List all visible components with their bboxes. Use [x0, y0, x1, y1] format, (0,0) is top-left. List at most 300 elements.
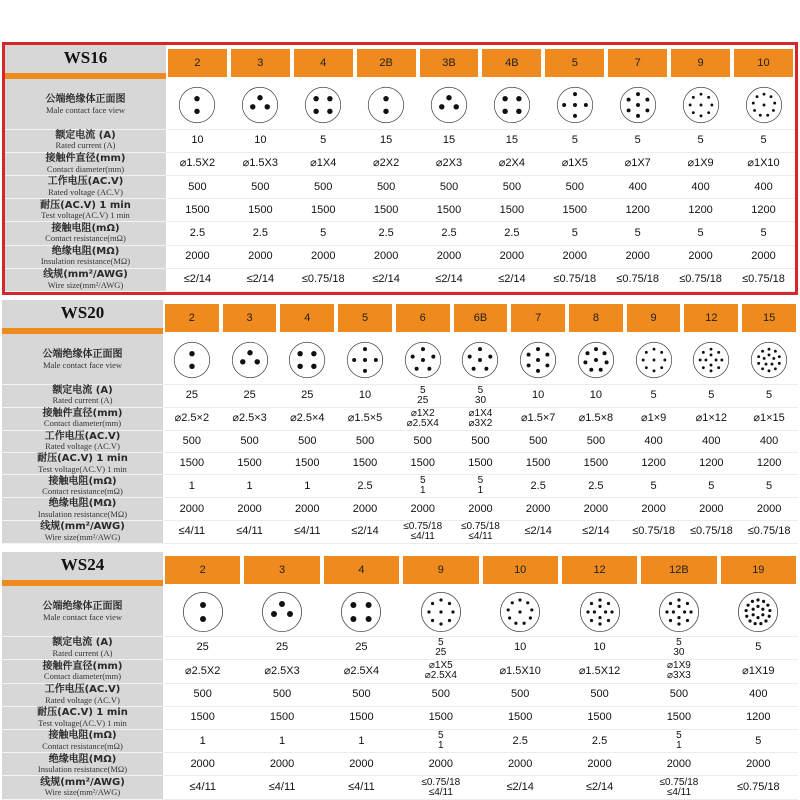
- insulation-value-line: 2000: [507, 757, 533, 770]
- row-label-current: [2, 636, 163, 660]
- diameter-value: [242, 660, 321, 684]
- contact-pin: [516, 108, 521, 113]
- wire-value: [682, 520, 740, 543]
- contact-pin: [527, 363, 531, 367]
- contact-pin: [645, 108, 649, 112]
- contact-face-cell: [242, 588, 321, 636]
- wire-value: [740, 520, 798, 543]
- test-value-line: 1500: [410, 457, 435, 470]
- diameter-value: [509, 407, 567, 430]
- contact-face-cell: [682, 336, 740, 384]
- current-value-line: 25: [196, 641, 209, 654]
- contact-face-cell: [740, 336, 798, 384]
- voltage-value: [509, 430, 567, 452]
- title-accent-bar: [5, 73, 166, 79]
- model-number-header: 2: [168, 49, 227, 77]
- insulation-value-line: 2000: [179, 502, 205, 515]
- wire-value: [163, 776, 242, 800]
- resistance-value-line: 1: [477, 485, 484, 497]
- diameter-value: [480, 152, 543, 175]
- label-cn: 接触件直径(mm): [42, 660, 123, 672]
- contact-face-cell: [481, 588, 560, 636]
- contact-pin: [454, 104, 459, 109]
- wire-value-line: ≤4/11: [428, 786, 453, 798]
- diameter-value-line: ⌀2.5×3: [232, 412, 267, 425]
- test-value: [242, 706, 321, 729]
- voltage-value: [719, 683, 798, 706]
- wire-value-line: ≤2/14: [351, 525, 379, 538]
- resistance-value: [166, 222, 229, 245]
- contact-pin: [439, 104, 444, 109]
- contact-pin: [752, 613, 755, 616]
- resistance-value: [732, 222, 795, 245]
- diameter-value-line: ⌀2.5X4: [424, 670, 457, 682]
- ws16-spec-table: [5, 45, 795, 292]
- contact-pin: [745, 614, 748, 617]
- insulation-value: [543, 245, 606, 268]
- diameter-value-line: ⌀1.5×5: [347, 412, 383, 425]
- current-value-line: 5: [634, 134, 641, 147]
- resistance-value-line: 1: [188, 479, 195, 492]
- contact-face-cell: [480, 81, 543, 129]
- contact-pin: [751, 101, 754, 104]
- contact-pin: [431, 354, 435, 358]
- series-title-text: WS20: [60, 302, 105, 322]
- test-value-line: 1500: [179, 457, 205, 470]
- insulation-value-line: 2000: [688, 250, 713, 263]
- label-en: Rated voltage (AC.V): [45, 441, 120, 452]
- contact-pin: [699, 114, 702, 117]
- contact-pin: [594, 358, 598, 362]
- resistance-value-line: 5: [419, 475, 426, 487]
- resistance-value: [480, 222, 543, 245]
- contact-face-cell: [292, 81, 355, 129]
- insulation-value-line: 2000: [756, 502, 782, 515]
- contact-face-cell: [394, 336, 452, 384]
- contact-pin: [645, 97, 649, 101]
- resistance-value-line: 5: [477, 475, 484, 487]
- contact-pin: [298, 351, 303, 356]
- contact-pin: [768, 353, 771, 356]
- test-value: [740, 453, 798, 475]
- wire-value: [452, 520, 510, 543]
- wire-value-line: ≤2/14: [585, 781, 614, 794]
- contact-pin: [573, 103, 577, 107]
- resistance-value: [560, 729, 639, 753]
- diameter-value: [625, 407, 683, 430]
- diameter-value-line: ⌀1X19: [742, 664, 775, 677]
- label-cn: 接触件直径(mm): [42, 407, 123, 419]
- label-en: Rated current (A): [55, 140, 116, 151]
- resistance-value-line: 5: [755, 734, 762, 747]
- insulation-value-line: 2000: [746, 757, 771, 770]
- current-value: [292, 129, 355, 152]
- label-en: Rated current (A): [52, 395, 113, 406]
- contact-pin: [327, 108, 332, 113]
- current-value-line: 5: [650, 389, 657, 402]
- contact-face-cell: [669, 81, 732, 129]
- resistance-value: [719, 729, 798, 753]
- contact-pin: [768, 369, 771, 372]
- resistance-value-line: 5: [571, 226, 578, 239]
- voltage-value-line: 500: [188, 180, 207, 193]
- wire-value-line: ≤2/14: [183, 273, 212, 286]
- row-label-wire: [2, 520, 163, 543]
- contact-pin: [721, 358, 724, 361]
- contact-face-diagram: [178, 86, 216, 124]
- resistance-value: [221, 475, 279, 498]
- contact-pin: [762, 103, 765, 106]
- current-value-line: 25: [301, 389, 314, 402]
- contact-pin: [383, 108, 388, 113]
- wire-value-line: ≤0.75/18: [301, 273, 345, 286]
- resistance-value-line: 1: [419, 485, 426, 497]
- label-en: Insulation resistance(MΩ): [37, 508, 128, 519]
- insulation-value-line: 2000: [525, 502, 551, 515]
- model-number-header: 6: [396, 304, 450, 332]
- label-cn: 接触件直径(mm): [45, 153, 126, 165]
- voltage-value-line: 500: [413, 434, 432, 447]
- wire-value: [229, 268, 292, 291]
- resistance-value: [669, 222, 732, 245]
- voltage-value: [394, 430, 452, 452]
- resistance-value-line: 5: [650, 479, 657, 492]
- contact-pin: [757, 362, 760, 365]
- contact-pin: [598, 605, 601, 608]
- diameter-value: [401, 660, 480, 684]
- wire-value-line: ≤4/11: [666, 786, 692, 798]
- insulation-value-line: 2000: [562, 250, 588, 263]
- diameter-value: [322, 660, 401, 684]
- voltage-value: [567, 430, 625, 452]
- contact-face-diagram: [619, 86, 657, 124]
- insulation-value-line: 2000: [499, 250, 525, 263]
- wire-value-line: ≤0.75/18: [632, 525, 675, 538]
- resistance-value: [481, 729, 560, 753]
- contact-pin: [583, 360, 587, 364]
- wire-value: [394, 520, 452, 543]
- diameter-value: [163, 407, 221, 430]
- contact-pin: [586, 610, 589, 613]
- label-cn: 绝缘电阻(MΩ): [48, 753, 117, 765]
- wire-value: [560, 776, 639, 800]
- test-value: [278, 453, 336, 475]
- series-title: [2, 300, 163, 336]
- contact-face-cell: [166, 81, 229, 129]
- row-label-diameter: [2, 407, 163, 430]
- contact-pin: [573, 92, 577, 96]
- model-number-header: 5: [338, 304, 392, 332]
- insulation-value: [418, 245, 481, 268]
- wire-value: [669, 268, 732, 291]
- diameter-value-line: ⌀1X4: [468, 407, 493, 419]
- contact-pin: [707, 111, 710, 114]
- contact-pin: [594, 347, 598, 351]
- diameter-value: [355, 152, 418, 175]
- row-label-test: [2, 706, 163, 729]
- test-value-line: 1500: [583, 457, 609, 470]
- wire-value-line: ≤2/14: [582, 525, 610, 538]
- test-value: [292, 199, 355, 222]
- contact-pin: [448, 602, 451, 605]
- insulation-value: [480, 245, 543, 268]
- contact-face-diagram: [493, 86, 531, 124]
- resistance-value: [292, 222, 355, 245]
- test-value: [452, 453, 510, 475]
- contact-face-cell: [163, 588, 242, 636]
- wire-value: [625, 520, 683, 543]
- diameter-value: [669, 152, 732, 175]
- current-value: [719, 636, 798, 660]
- voltage-value: [322, 683, 401, 706]
- label-cn: 工作电压(AC.V): [44, 684, 121, 696]
- resistance-value-line: 2.5: [512, 734, 528, 747]
- resistance-value: [452, 475, 510, 498]
- contact-pin: [519, 610, 522, 613]
- series-title-text: WS24: [60, 554, 105, 574]
- test-value: [732, 199, 795, 222]
- contact-pin: [758, 114, 761, 117]
- insulation-value: [567, 498, 625, 520]
- wire-value: [278, 520, 336, 543]
- wire-value: [509, 520, 567, 543]
- contact-pin: [606, 619, 609, 622]
- model-number-header: 7: [608, 49, 667, 77]
- diameter-value-line: ⌀2X4: [498, 157, 525, 170]
- resistance-value-line: 2.5: [530, 479, 546, 492]
- contact-pin: [762, 92, 765, 95]
- contact-pin: [287, 611, 293, 617]
- current-value-line: 10: [532, 389, 545, 402]
- wire-value-line: ≤4/11: [178, 525, 206, 538]
- contact-pin: [431, 602, 434, 605]
- voltage-value-line: 500: [586, 434, 606, 447]
- wire-value: [606, 268, 669, 291]
- wire-value: [418, 268, 481, 291]
- contact-face-cell: [221, 336, 279, 384]
- test-value: [543, 199, 606, 222]
- contact-pin: [710, 103, 713, 106]
- test-value-line: 1500: [237, 457, 262, 470]
- contact-pin: [774, 367, 777, 370]
- test-value: [719, 706, 798, 729]
- contact-pin: [254, 359, 259, 364]
- contact-pin: [240, 359, 245, 364]
- current-value-line: 10: [191, 134, 204, 147]
- contact-pin: [702, 366, 705, 369]
- resistance-value-line: 1: [246, 479, 253, 492]
- label-cn: 工作电压(AC.V): [47, 176, 124, 188]
- contact-pin: [749, 619, 752, 622]
- contact-pin: [314, 108, 319, 113]
- contact-pin: [427, 610, 430, 613]
- contact-face-cell: [719, 588, 798, 636]
- resistance-value-line: 1: [676, 740, 682, 752]
- contact-pin: [250, 104, 255, 109]
- insulation-value: [719, 753, 798, 776]
- current-value: [336, 384, 394, 407]
- contact-pin: [752, 607, 755, 610]
- contact-pin: [636, 92, 640, 96]
- diameter-value-line: ⌀1.5X3: [242, 157, 279, 170]
- label-en: Insulation resistance(MΩ): [40, 256, 131, 267]
- diameter-value: [543, 152, 606, 175]
- model-number-header: 4: [294, 49, 353, 77]
- wire-value-line: ≤2/14: [372, 273, 400, 286]
- diameter-value-line: ⌀3X2: [468, 417, 493, 429]
- contact-face-diagram: [745, 86, 783, 124]
- contact-face-diagram: [577, 341, 615, 379]
- voltage-value: [229, 175, 292, 198]
- contact-pin: [610, 610, 613, 613]
- contact-pin: [718, 366, 721, 369]
- contact-face-diagram: [461, 341, 499, 379]
- current-value-line: 15: [379, 134, 393, 147]
- contact-pin: [757, 605, 760, 608]
- label-en: Rated current (A): [52, 647, 113, 658]
- contact-pin: [652, 358, 655, 361]
- voltage-value: [543, 175, 606, 198]
- current-value-line: 10: [254, 134, 267, 147]
- voltage-value-line: 500: [352, 688, 371, 701]
- resistance-value-line: 5: [438, 730, 444, 742]
- wire-value-line: ≤2/14: [506, 781, 534, 794]
- current-value: [740, 384, 798, 407]
- current-value: [682, 384, 740, 407]
- contact-pin: [546, 363, 550, 367]
- diameter-value: [229, 152, 292, 175]
- diameter-value-line: ⌀1.5X10: [499, 664, 541, 677]
- resistance-value-line: 5: [676, 730, 682, 742]
- label-cn: 绝缘电阻(MΩ): [48, 498, 117, 510]
- insulation-value: [606, 245, 669, 268]
- contact-face-cell: [606, 81, 669, 129]
- contact-pin: [677, 605, 680, 608]
- model-number-header: 2: [165, 556, 240, 584]
- row-label-current: [2, 384, 163, 407]
- model-number-header: 12: [562, 556, 637, 584]
- contact-face-diagram: [261, 591, 303, 633]
- voltage-value-line: 500: [314, 180, 333, 193]
- contact-pin: [652, 347, 655, 350]
- test-value: [669, 199, 732, 222]
- contact-pin: [644, 366, 647, 369]
- wire-value-line: ≤4/11: [293, 525, 321, 538]
- label-en: Contact diameter(mm): [46, 163, 125, 174]
- contact-pin: [761, 367, 764, 370]
- test-value: [509, 453, 567, 475]
- diameter-value: [452, 407, 510, 430]
- contact-pin: [527, 352, 531, 356]
- contact-face-cell: [336, 336, 394, 384]
- contact-pin: [604, 610, 607, 613]
- resistance-value-line: 1: [199, 734, 206, 747]
- resistance-value-line: 2.5: [357, 479, 373, 492]
- wire-value-line: ≤4/11: [468, 530, 493, 542]
- resistance-value-line: 1: [438, 740, 444, 752]
- contact-face-cell: [163, 336, 221, 384]
- insulation-value: [292, 245, 355, 268]
- resistance-value-line: 1: [304, 479, 311, 492]
- current-value-line: 30: [673, 646, 685, 658]
- contact-face-diagram: [750, 341, 788, 379]
- label-cn: 线规(mm²/AWG): [43, 269, 128, 281]
- insulation-value: [355, 245, 418, 268]
- contact-pin: [536, 347, 540, 351]
- insulation-value-line: 2000: [352, 502, 378, 515]
- row-label-voltage: [5, 175, 166, 198]
- diameter-value-line: ⌀2.5X2: [185, 664, 221, 677]
- wire-value-line: ≤0.75/18: [461, 520, 500, 532]
- label-en: Test voltage(AC.V) 1 min: [41, 210, 130, 220]
- current-value-line: 5: [708, 389, 715, 402]
- wire-value-line: ≤0.75/18: [421, 776, 461, 788]
- current-value: [567, 384, 625, 407]
- test-value-line: 1500: [310, 203, 336, 216]
- contact-face-diagram: [579, 591, 621, 633]
- contact-pin: [589, 368, 593, 372]
- contact-pin: [683, 610, 686, 613]
- contact-pin: [652, 369, 655, 372]
- model-number-header: 10: [483, 556, 558, 584]
- contact-pin: [757, 355, 760, 358]
- voltage-value-line: 500: [502, 180, 522, 193]
- wire-value-line: ≤4/11: [236, 525, 263, 538]
- model-number-header: 12B: [641, 556, 716, 584]
- model-number-header: 12: [684, 304, 738, 332]
- contact-pin: [200, 602, 206, 608]
- wire-value-line: ≤4/11: [348, 781, 375, 794]
- current-value: [418, 129, 481, 152]
- resistance-value-line: 5: [760, 226, 767, 239]
- contact-pin: [760, 622, 763, 625]
- contact-pin: [427, 367, 431, 371]
- model-number-header: 2: [165, 304, 219, 332]
- test-value-line: 1200: [746, 711, 771, 724]
- voltage-value-line: 500: [193, 688, 212, 701]
- contact-pin: [439, 610, 442, 613]
- label-cn: 额定电流 (A): [55, 129, 116, 141]
- contact-face-diagram: [304, 86, 342, 124]
- voltage-value-line: 500: [590, 688, 609, 701]
- label-en: Insulation resistance(MΩ): [37, 764, 128, 775]
- voltage-value-line: 500: [471, 434, 490, 447]
- resistance-value-line: 2.5: [378, 226, 394, 239]
- wire-value: [732, 268, 795, 291]
- contact-pin: [529, 616, 532, 619]
- contact-pin: [707, 96, 710, 99]
- wire-value-line: ≤0.75/18: [679, 273, 722, 286]
- voltage-value-line: 500: [669, 688, 689, 701]
- resistance-value: [229, 222, 292, 245]
- contact-pin: [189, 351, 194, 356]
- contact-pin: [772, 357, 775, 360]
- contact-face-diagram: [737, 591, 779, 633]
- voltage-value-line: 500: [528, 434, 548, 447]
- test-value-line: 1200: [699, 457, 724, 470]
- contact-pin: [771, 362, 774, 365]
- wire-value: [242, 776, 321, 800]
- label-cn: 耐压(AC.V) 1 min: [40, 199, 131, 211]
- current-value-line: 25: [417, 394, 429, 406]
- current-value: [163, 384, 221, 407]
- contact-pin: [688, 103, 691, 106]
- contact-pin: [598, 598, 601, 601]
- contact-pin: [710, 353, 713, 356]
- contact-face-cell: [625, 336, 683, 384]
- contact-pin: [762, 613, 765, 616]
- diameter-value: [163, 660, 242, 684]
